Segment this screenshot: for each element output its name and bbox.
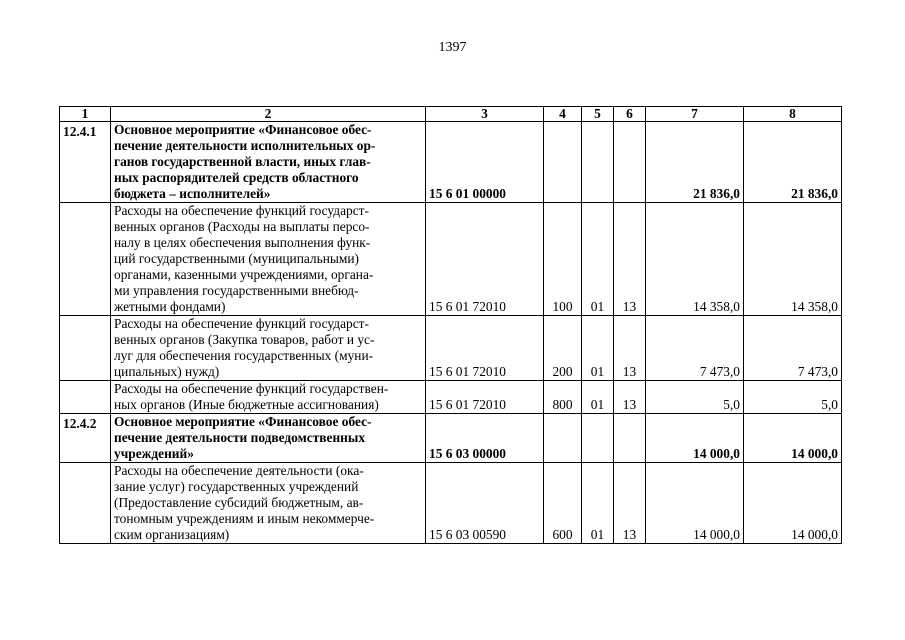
- section-code: 01: [582, 381, 614, 414]
- row-description: Расходы на обеспечение функций государст- венных органов (Расходы на выплаты персо- налу в целях обеспечения выполнения функ- ций государственными (муниципальными) органами, казенными учреждениями, органа- ми управления государственными внебюд- жетными фондами): [111, 203, 426, 316]
- row-description: Расходы на обеспечение функций государствен- ных органов (Иные бюджетные ассигнования): [111, 381, 426, 414]
- budget-code: 15 6 01 72010: [426, 381, 544, 414]
- header-col-5: 5: [582, 107, 614, 122]
- section-code: 01: [582, 203, 614, 316]
- row-number: [60, 463, 111, 544]
- budget-code: 15 6 01 72010: [426, 203, 544, 316]
- row-number: [60, 381, 111, 414]
- row-description: Основное мероприятие «Финансовое обес- печение деятельности подведомственных учреждений»: [111, 414, 426, 463]
- amount-col-7: 14 000,0: [646, 463, 744, 544]
- table-row: [60, 414, 842, 463]
- row-number: 12.4.2: [60, 414, 111, 463]
- table-row: [60, 463, 842, 544]
- subsection-code: [614, 122, 646, 203]
- amount-col-7: 21 836,0: [646, 122, 744, 203]
- amount-col-8: 5,0: [744, 381, 842, 414]
- header-col-6: 6: [614, 107, 646, 122]
- header-col-1: 1: [60, 107, 111, 122]
- subsection-code: 13: [614, 203, 646, 316]
- amount-col-8: 14 000,0: [744, 414, 842, 463]
- row-description: Расходы на обеспечение деятельности (ока- зание услуг) государственных учреждений (Предоставление субсидий бюджетным, ав- тономным учреждениям и иным некоммерче- ским организациям): [111, 463, 426, 544]
- section-code: [582, 122, 614, 203]
- table-row: [60, 203, 842, 316]
- subsection-code: 13: [614, 381, 646, 414]
- budget-code: 15 6 01 72010: [426, 316, 544, 381]
- header-col-8: 8: [744, 107, 842, 122]
- budget-code: 15 6 03 00000: [426, 414, 544, 463]
- header-col-3: 3: [426, 107, 544, 122]
- expense-type-code: [544, 414, 582, 463]
- amount-col-8: 14 358,0: [744, 203, 842, 316]
- table-row: [60, 381, 842, 414]
- row-number: [60, 316, 111, 381]
- expense-type-code: 200: [544, 316, 582, 381]
- expense-type-code: [544, 122, 582, 203]
- budget-table: [59, 106, 842, 544]
- header-col-2: 2: [111, 107, 426, 122]
- row-number: [60, 203, 111, 316]
- budget-code: 15 6 03 00590: [426, 463, 544, 544]
- amount-col-8: 14 000,0: [744, 463, 842, 544]
- amount-col-7: 14 358,0: [646, 203, 744, 316]
- amount-col-7: 14 000,0: [646, 414, 744, 463]
- section-code: 01: [582, 463, 614, 544]
- table-row: [60, 122, 842, 203]
- section-code: 01: [582, 316, 614, 381]
- subsection-code: 13: [614, 316, 646, 381]
- header-col-4: 4: [544, 107, 582, 122]
- amount-col-7: 5,0: [646, 381, 744, 414]
- row-description: Расходы на обеспечение функций государст- венных органов (Закупка товаров, работ и ус- луг для обеспечения государственных (муни- ципальных) нужд): [111, 316, 426, 381]
- amount-col-7: 7 473,0: [646, 316, 744, 381]
- row-number: 12.4.1: [60, 122, 111, 203]
- subsection-code: [614, 414, 646, 463]
- expense-type-code: 600: [544, 463, 582, 544]
- page-number: 1397: [438, 40, 467, 55]
- header-col-7: 7: [646, 107, 744, 122]
- row-description: Основное мероприятие «Финансовое обес- печение деятельности исполнительных ор- ганов государственной власти, иных глав- ных распорядителей средств областного бюджета – исполнителей»: [111, 122, 426, 203]
- amount-col-8: 21 836,0: [744, 122, 842, 203]
- table-row: [60, 316, 842, 381]
- amount-col-8: 7 473,0: [744, 316, 842, 381]
- subsection-code: 13: [614, 463, 646, 544]
- section-code: [582, 414, 614, 463]
- expense-type-code: 100: [544, 203, 582, 316]
- expense-type-code: 800: [544, 381, 582, 414]
- budget-code: 15 6 01 00000: [426, 122, 544, 203]
- header-row: [60, 107, 842, 122]
